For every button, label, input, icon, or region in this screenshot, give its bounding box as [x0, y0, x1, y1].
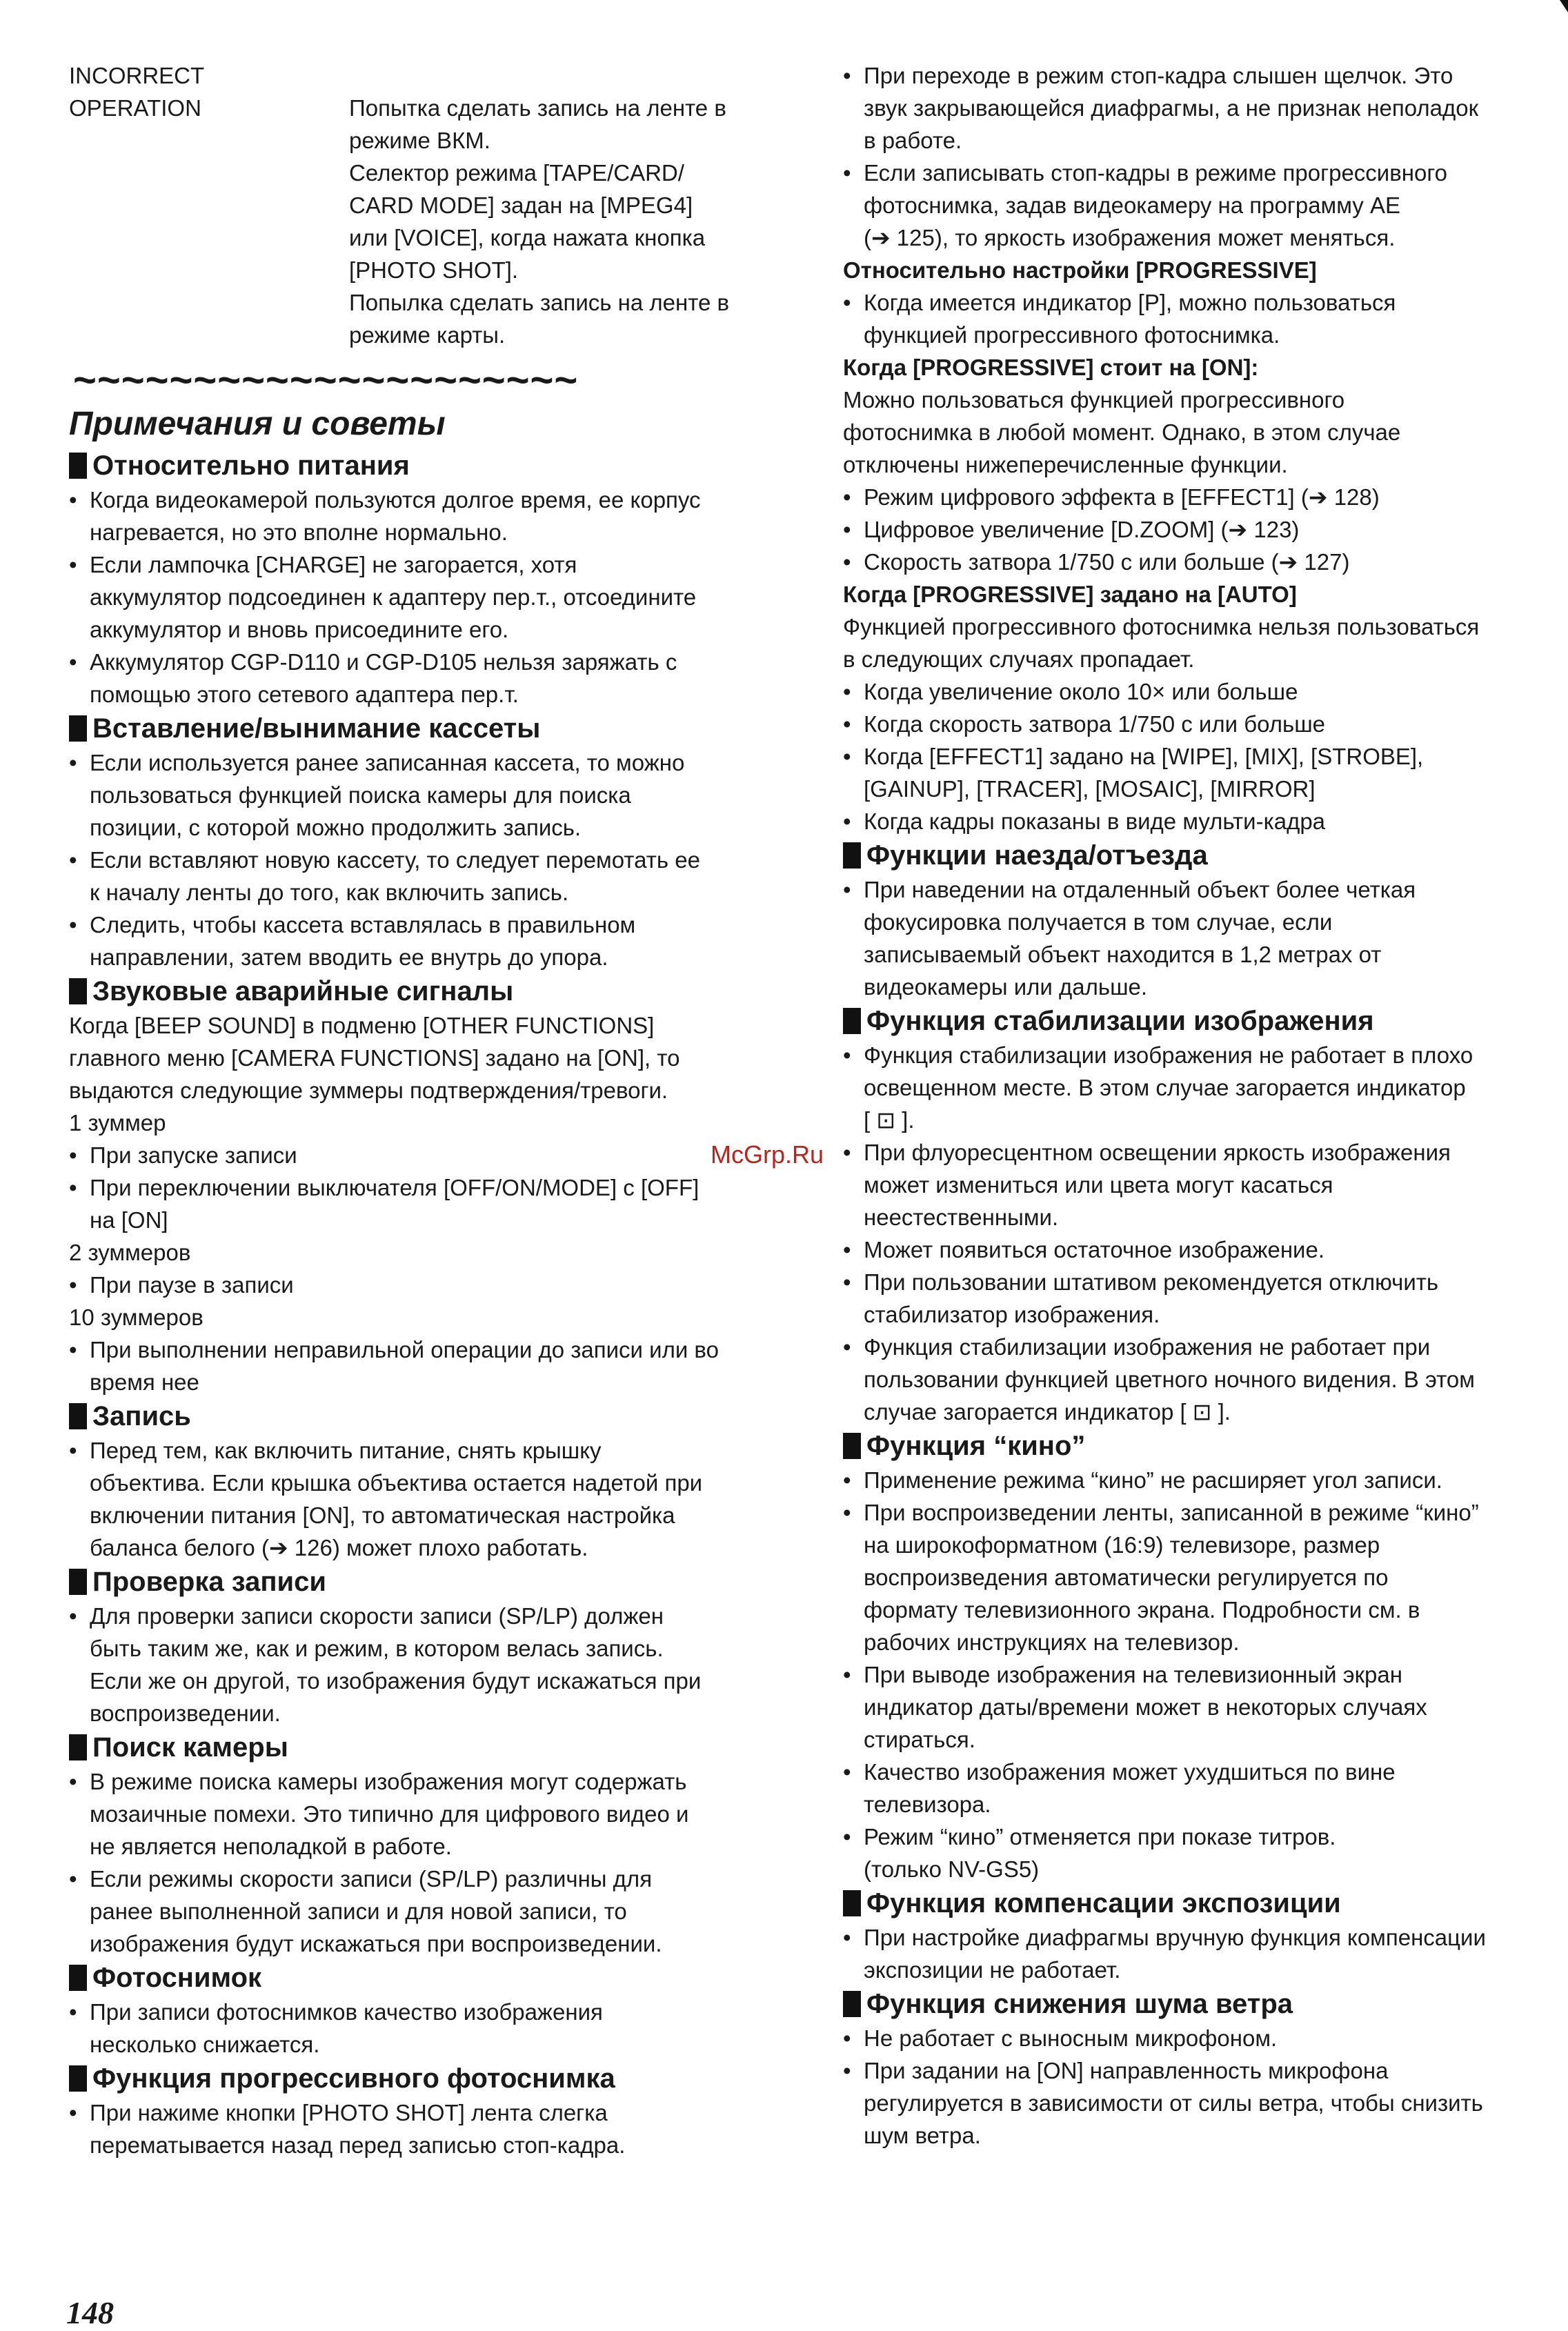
section-heading	[69, 1398, 773, 1434]
bullet-item	[69, 1434, 773, 1564]
text-line: Если же он другой, то изображения будут искажаться при	[90, 1668, 702, 1694]
bullet-item	[843, 513, 1533, 546]
bullet-item	[69, 909, 773, 973]
bullet-item	[843, 157, 1533, 254]
bullet-item	[843, 2022, 1533, 2054]
text-line: телевизора.	[864, 1792, 991, 1817]
bullet-item	[843, 2054, 1533, 2152]
paragraph	[843, 611, 1533, 675]
bullet-item	[843, 1756, 1533, 1821]
text-line: рабочих инструкциях на телевизор.	[864, 1629, 1240, 1655]
text-line: главного меню [CAMERA FUNCTIONS] задано на [ON], то	[69, 1045, 680, 1071]
bullet-item	[843, 1921, 1533, 1986]
text-line: включении питания [ON], то автоматическая настройка	[90, 1502, 675, 1528]
text-line: может измениться или цвета могут касаться	[864, 1172, 1333, 1198]
text-line: неестественными.	[864, 1204, 1059, 1230]
text-line: • При пользовании штативом рекомендуется отключить	[864, 1269, 1439, 1295]
text-line: баланса белого (➔ 126) может плохо работать.	[90, 1535, 588, 1560]
text-line: освещенном месте. В этом случае загорается индикатор	[864, 1075, 1466, 1100]
heading-text: Функция компенсации экспозиции	[866, 1888, 1341, 1918]
text-line: 2 зуммеров	[69, 1240, 191, 1265]
text-line: на [ON]	[90, 1207, 168, 1233]
text-line: • При флуоресцентном освещении яркость изображения	[864, 1140, 1451, 1165]
bullet-item	[843, 675, 1533, 708]
text-line: перематывается назад перед записью стоп-кадра.	[90, 2132, 626, 2158]
bullet-item	[843, 1821, 1533, 1885]
text-line: (только NV-GS5)	[864, 1856, 1040, 1882]
text-line: • Не работает с выносным микрофоном.	[864, 2025, 1278, 2051]
heading-text: Функция прогрессивного фотоснимка	[92, 2063, 615, 2094]
text-line: шум ветра.	[864, 2123, 981, 2148]
heading-text: Вставление/вынимание кассеты	[92, 713, 541, 744]
paragraph	[69, 1301, 773, 1333]
heading-text: Проверка записи	[92, 1567, 326, 1597]
bullet-item	[843, 1136, 1533, 1233]
text-line: стабилизатор изображения.	[864, 1302, 1160, 1327]
bullet-item	[843, 1039, 1533, 1136]
text-line: • Цифровое увеличение [D.ZOOM] (➔ 123)	[864, 517, 1300, 542]
text-line: • В режиме поиска камеры изображения могут содержать	[90, 1769, 687, 1794]
section-heading	[69, 711, 773, 746]
text-line: записываемый объект находится в 1,2 метрах от	[864, 942, 1382, 967]
text-line: фокусировка получается в том случае, если	[864, 909, 1333, 935]
text-line: • Когда увеличение около 10× или больше	[864, 679, 1298, 704]
text-line: • Качество изображения может ухудшиться по вине	[864, 1759, 1396, 1785]
text-line: • Функция стабилизации изображения не работает в плохо	[864, 1042, 1473, 1068]
text-line: объектива. Если крышка объектива остается надетой при	[90, 1470, 703, 1496]
text-line: • Если записывать стоп-кадры в режиме прогрессивного	[864, 160, 1448, 186]
text-line: видеокамеры или дальше.	[864, 974, 1148, 1000]
corner-mark	[1560, 0, 1568, 12]
text-line: • При наведении на отдаленный объект более четкая	[864, 877, 1416, 902]
heading-text: Относительно питания	[92, 450, 410, 481]
error-value-line: Селектор режима [TAPE/CARD/	[349, 160, 684, 186]
text-line: • Когда [EFFECT1] задано на [WIPE], [MIX], [STROBE],	[864, 744, 1424, 769]
text-line: к началу ленты до того, как включить запись.	[90, 880, 569, 905]
heading-marker-icon	[843, 1008, 861, 1034]
bullet-item	[69, 484, 773, 548]
paragraph	[843, 384, 1533, 481]
bullet-item	[69, 1269, 773, 1301]
section-heading	[69, 1960, 773, 1996]
heading-text: Запись	[92, 1401, 191, 1431]
text-line: помощью этого сетевого адаптера пер.т.	[90, 682, 519, 707]
bullet-item	[843, 59, 1533, 157]
error-value-line: режиме карты.	[349, 322, 506, 348]
text-line: • Может появиться остаточное изображение.	[864, 1237, 1325, 1262]
error-table-row	[69, 59, 773, 351]
text-line: [ ⊡ ].	[864, 1107, 915, 1133]
text-line: (➔ 125), то яркость изображения может меняться.	[864, 225, 1396, 250]
text-line: в работе.	[864, 128, 962, 153]
bullet-item	[843, 805, 1533, 837]
subheading: Когда [PROGRESSIVE] задано на [AUTO]	[843, 582, 1297, 607]
text-line: • При настройке диафрагмы вручную функция компенсации	[864, 1925, 1486, 1950]
heading-text: Фотоснимок	[92, 1963, 262, 1993]
section-heading	[69, 1729, 773, 1765]
text-line: • Следить, чтобы кассета вставлялась в правильном	[90, 912, 636, 938]
text-line: • Перед тем, как включить питание, снять крышку	[90, 1438, 602, 1463]
bullet-item	[69, 1171, 773, 1236]
text-line: мозаичные помехи. Это типично для цифрового видео и	[90, 1801, 689, 1827]
right-column	[843, 59, 1533, 2152]
text-line: • При переключении выключателя [OFF/ON/MODE] с [OFF]	[90, 1175, 699, 1200]
subheading: Относительно настройки [PROGRESSIVE]	[843, 257, 1317, 283]
heading-marker-icon	[69, 1965, 87, 1991]
bullet-item	[69, 1863, 773, 1960]
text-line: • Применение режима “кино” не расширяет угол записи.	[864, 1467, 1442, 1493]
heading-marker-icon	[843, 1991, 861, 2017]
text-line: быть таким же, как и режим, в котором велась запись.	[90, 1636, 664, 1661]
heading-marker-icon	[69, 1403, 87, 1429]
section-heading	[843, 1885, 1533, 1921]
subheading: Когда [PROGRESSIVE] стоит на [ON]:	[843, 355, 1259, 380]
bullet-item	[843, 1266, 1533, 1331]
text-line: аккумулятор подсоединен к адаптеру пер.т., отсоедините	[90, 584, 697, 610]
heading-marker-icon	[69, 2065, 87, 2092]
text-line: • Функция стабилизации изображения не работает при	[864, 1334, 1431, 1360]
tilde-divider: ~~~~~~~~~~~~~~~~~~~~~	[73, 358, 579, 403]
error-value-line: Попылка сделать запись на ленте в	[349, 290, 729, 315]
paragraph	[69, 1107, 773, 1139]
bullet-item	[69, 548, 773, 646]
text-line: не является неполадкой в работе.	[90, 1834, 452, 1859]
text-line: экспозиции не работает.	[864, 1957, 1121, 1983]
text-line: в следующих случаях пропадает.	[843, 646, 1195, 672]
text-line: 10 зуммеров	[69, 1305, 204, 1330]
heading-text: Поиск камеры	[92, 1732, 288, 1763]
bullet-item	[843, 1496, 1533, 1658]
text-line: • Если режимы скорости записи (SP/LP) различны для	[90, 1866, 653, 1892]
bullet-item	[69, 844, 773, 909]
text-line: выдаются следующие зуммеры подтверждения/тревоги.	[69, 1078, 668, 1103]
text-line: ранее выполненной записи и для новой записи, то	[90, 1898, 627, 1924]
text-line: • Когда кадры показаны в виде мульти-кадра	[864, 809, 1326, 834]
paragraph	[69, 1236, 773, 1269]
bullet-item	[69, 1139, 773, 1171]
text-line: • При воспроизведении ленты, записанной в режиме “кино”	[864, 1500, 1479, 1525]
heading-marker-icon	[843, 842, 861, 869]
section-heading	[843, 1986, 1533, 2022]
text-line: • При записи фотоснимков качество изображения	[90, 1999, 603, 2025]
text-line: • Для проверки записи скорости записи (SP/LP) должен	[90, 1603, 664, 1629]
error-value-line: Попытка сделать запись на ленте в	[349, 95, 726, 121]
heading-text: Звуковые аварийные сигналы	[92, 976, 514, 1006]
text-line: аккумулятор и вновь присоедините его.	[90, 617, 509, 642]
text-line: время нее	[90, 1369, 199, 1395]
heading-text: Функция “кино”	[866, 1431, 1086, 1461]
section-heading	[843, 1003, 1533, 1039]
text-line: • Скорость затвора 1/750 с или больше (➔ 127)	[864, 549, 1350, 575]
bullet-item	[843, 286, 1533, 351]
bullet-item	[69, 746, 773, 844]
text-line: позиции, с которой можно продолжить запись.	[90, 815, 582, 840]
text-line: Функцией прогрессивного фотоснимка нельзя пользоваться	[843, 614, 1480, 639]
heading-marker-icon	[69, 453, 87, 479]
heading-marker-icon	[69, 1734, 87, 1760]
left-blocks	[69, 448, 773, 2161]
right-blocks	[843, 59, 1533, 2152]
text-line: • Когда видеокамерой пользуются долгое время, ее корпус	[90, 487, 701, 513]
heading-text: Функции наезда/отъезда	[866, 840, 1208, 871]
heading-text: Функция снижения шума ветра	[866, 1989, 1293, 2019]
text-line: • Если вставляют новую кассету, то следует перемотать ее	[90, 847, 700, 873]
bullet-item	[69, 1996, 773, 2061]
text-line: • При задании на [ON] направленность микрофона	[864, 2058, 1389, 2083]
text-line: фотоснимка, задав видеокамеру на программу АЕ	[864, 192, 1400, 218]
text-line: • Когда имеется индикатор [P], можно пользоваться	[864, 290, 1396, 315]
text-line: • При нажиме кнопки [PHOTO SHOT] лента слегка	[90, 2100, 608, 2125]
text-line: звук закрывающейся диафрагмы, а не признак неполадок	[864, 95, 1479, 121]
heading-marker-icon	[843, 1433, 861, 1459]
bullet-item	[843, 1464, 1533, 1496]
text-line: воспроизведении.	[90, 1700, 281, 1726]
bullet-item	[843, 481, 1533, 513]
bullet-item	[843, 740, 1533, 805]
section-heading	[69, 1564, 773, 1600]
heading-marker-icon	[69, 1569, 87, 1595]
text-line: стираться.	[864, 1727, 975, 1752]
bullet-item	[843, 1331, 1533, 1428]
text-line: • При переходе в режим стоп-кадра слышен щелчок. Это	[864, 63, 1453, 88]
error-key	[69, 59, 349, 351]
text-line: случае загорается индикатор [ ⊡ ].	[864, 1399, 1231, 1425]
bullet-item	[843, 873, 1533, 1003]
text-line: • При выводе изображения на телевизионный экран	[864, 1662, 1402, 1687]
bullet-item	[69, 2096, 773, 2161]
text-line: [GAINUP], [TRACER], [MOSAIC], [MIRROR]	[864, 776, 1316, 802]
section-title: Примечания и советы	[69, 406, 446, 442]
text-line: • При запуске записи	[90, 1142, 297, 1168]
heading-marker-icon	[69, 978, 87, 1004]
text-line: Можно пользоваться функцией прогрессивного	[843, 387, 1345, 413]
bullet-item	[69, 646, 773, 711]
error-key-line: INCORRECT	[69, 63, 205, 88]
text-line: • Если лампочка [CHARGE] не загорается, хотя	[90, 552, 577, 577]
error-value-line: режиме ВКМ.	[349, 128, 490, 153]
paragraph	[69, 1009, 773, 1107]
heading-marker-icon	[843, 1890, 861, 1916]
bullet-item	[843, 1658, 1533, 1756]
error-value-line: [PHOTO SHOT].	[349, 257, 519, 283]
error-value	[349, 59, 773, 351]
text-line: индикатор даты/времени может в некоторых случаях	[864, 1694, 1427, 1720]
section-heading	[843, 837, 1533, 873]
text-line: Когда [BEEP SOUND] в подменю [OTHER FUNCTIONS]	[69, 1013, 655, 1038]
text-line: функцией прогрессивного фотоснимка.	[864, 322, 1280, 348]
text-line: воспроизведения автоматически регулируется по	[864, 1565, 1389, 1590]
section-heading	[69, 973, 773, 1009]
error-value-line: или [VOICE], когда нажата кнопка	[349, 225, 706, 250]
heading-text: Функция стабилизации изображения	[866, 1006, 1374, 1036]
bullet-item	[843, 546, 1533, 578]
text-line: 1 зуммер	[69, 1110, 166, 1135]
bullet-item	[843, 1233, 1533, 1266]
heading-marker-icon	[69, 715, 87, 742]
text-line: несколько снижается.	[90, 2032, 320, 2057]
text-line: пользоваться функцией поиска камеры для поиска	[90, 782, 631, 808]
error-key-line: OPERATION	[69, 95, 201, 121]
text-line: нагревается, но это вполне нормально.	[90, 519, 508, 545]
text-line: • Если используется ранее записанная кассета, то можно	[90, 750, 685, 775]
section-heading	[843, 1428, 1533, 1464]
text-line: • При выполнении неправильной операции до записи или во	[90, 1337, 719, 1362]
text-line: на широкоформатном (16:9) телевизоре, размер	[864, 1532, 1380, 1558]
text-line: формату телевизионного экрана. Подробности см. в	[864, 1597, 1420, 1623]
section-heading	[69, 2061, 773, 2096]
bullet-item	[69, 1765, 773, 1863]
text-line: изображения будут искажаться при воспроизведении.	[90, 1931, 662, 1956]
bullet-item	[843, 708, 1533, 740]
error-value-line: CARD MODE] задан на [MPEG4]	[349, 192, 693, 218]
section-heading	[69, 448, 773, 484]
text-line: • При паузе в записи	[90, 1272, 294, 1298]
text-line: регулируется в зависимости от силы ветра, чтобы снизить	[864, 2090, 1483, 2116]
bullet-item	[69, 1333, 773, 1398]
text-line: направлении, затем вводить ее внутрь до упора.	[90, 944, 608, 970]
text-line: • Режим “кино” отменяется при показе титров.	[864, 1824, 1336, 1849]
text-line: отключены нижеперечисленные функции.	[843, 452, 1288, 477]
text-line: пользовании функцией цветного ночного видения. В этом	[864, 1367, 1475, 1392]
watermark: McGrp.Ru	[711, 1140, 824, 1169]
text-line: • Когда скорость затвора 1/750 с или больше	[864, 711, 1326, 737]
text-line: фотоснимка в любой момент. Однако, в этом случае	[843, 419, 1401, 445]
bullet-item	[69, 1600, 773, 1729]
left-column	[69, 59, 773, 2161]
text-line: • Режим цифрового эффекта в [EFFECT1] (➔ 128)	[864, 484, 1380, 510]
page-number: 148	[66, 2295, 114, 2330]
text-line: • Аккумулятор CGP-D110 и CGP-D105 нельзя заряжать с	[90, 649, 677, 675]
